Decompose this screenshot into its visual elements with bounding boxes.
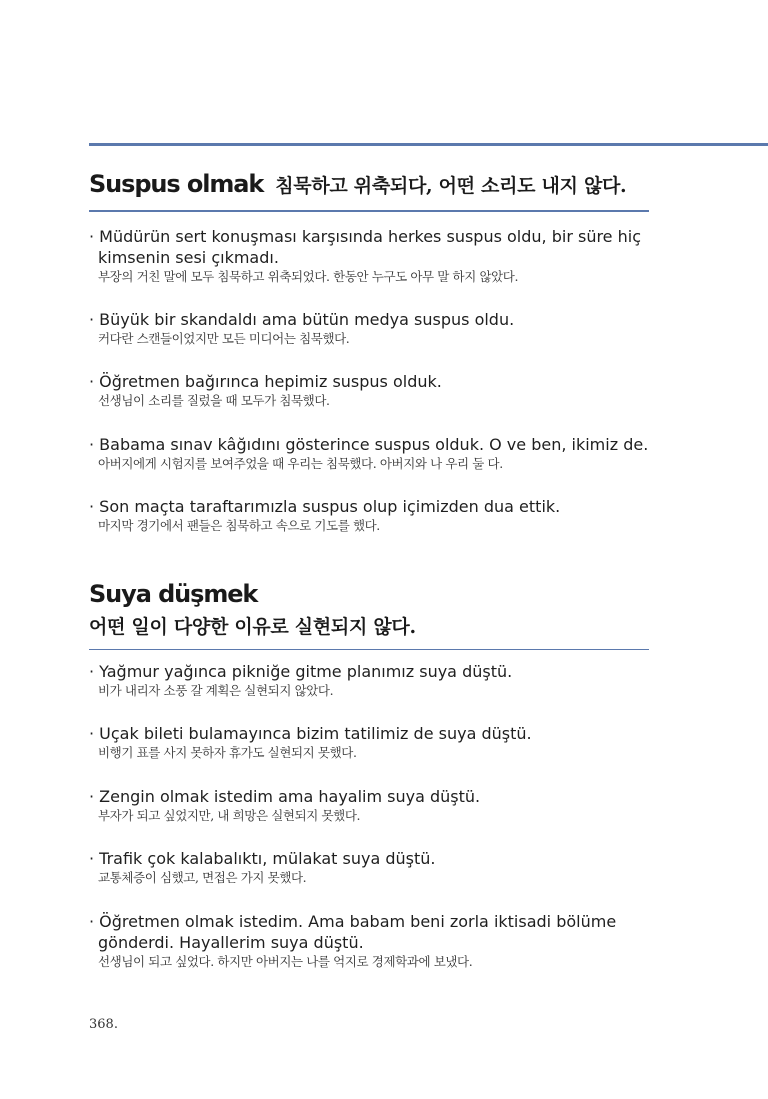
example-turkish: · Öğretmen olmak istedim. Ama babam beni zorla iktisadi bölüme gönderdi. Hayallerim suya düştü. <box>89 912 617 952</box>
example-korean: 커다란 스캔들이었지만 모든 미디어는 침묵했다. <box>98 331 350 346</box>
example-item <box>89 309 649 348</box>
example-item <box>89 911 649 971</box>
entry-term: Suspus olmak <box>89 170 264 198</box>
example-turkish: · Yağmur yağınca pikniğe gitme planımız suya düştü. <box>89 662 513 681</box>
example-item <box>89 434 649 473</box>
example-item <box>89 848 649 887</box>
example-korean: 아버지에게 시험지를 보여주었을 때 우리는 침묵했다. 아버지와 나 우리 둘 다. <box>98 456 503 471</box>
example-korean: 부자가 되고 싶었지만, 내 희망은 실현되지 못했다. <box>98 808 361 823</box>
example-korean: 비행기 표를 사지 못하자 휴가도 실현되지 못했다. <box>98 745 357 760</box>
example-korean: 부장의 거친 말에 모두 침묵하고 위축되었다. 한동안 누구도 아무 말 하지 않았다. <box>98 269 519 284</box>
example-item <box>89 786 649 825</box>
entry-heading-suya-dusmek <box>89 580 649 639</box>
example-korean: 선생님이 소리를 질렀을 때 모두가 침묵했다. <box>98 393 330 408</box>
example-korean: 마지막 경기에서 팬들은 침묵하고 속으로 기도를 했다. <box>98 518 380 533</box>
example-item <box>89 661 649 700</box>
page-number: 368. <box>89 1017 118 1032</box>
example-item <box>89 496 649 535</box>
entry-meaning: 어떤 일이 다양한 이유로 실현되지 않다. <box>89 616 416 638</box>
example-turkish: · Uçak bileti bulamayınca bizim tatilimiz de suya düştü. <box>89 724 532 743</box>
entry-divider <box>89 649 649 650</box>
example-korean: 교통체증이 심했고, 면접은 가지 못했다. <box>98 870 307 885</box>
example-turkish: · Büyük bir skandaldı ama bütün medya suspus oldu. <box>89 310 515 329</box>
entry-divider <box>89 210 649 212</box>
example-turkish: · Öğretmen bağırınca hepimiz suspus olduk. <box>89 372 442 391</box>
entry-meaning: 침묵하고 위축되다, 어떤 소리도 내지 않다. <box>275 175 627 197</box>
example-korean: 선생님이 되고 싶었다. 하지만 아버지는 나를 억지로 경제학과에 보냈다. <box>98 954 473 969</box>
example-turkish: · Müdürün sert konuşması karşısında herkes suspus oldu, bir süre hiç kimsenin sesi çıkmadı. <box>89 227 641 267</box>
top-rule <box>89 143 768 146</box>
example-item <box>89 371 649 410</box>
example-korean: 비가 내리자 소풍 갈 계획은 실현되지 않았다. <box>98 683 334 698</box>
example-turkish: · Son maçta taraftarımızla suspus olup içimizden dua ettik. <box>89 497 561 516</box>
example-turkish: · Trafik çok kalabalıktı, mülakat suya düştü. <box>89 849 436 868</box>
example-item <box>89 723 649 762</box>
entry-heading-suspus-olmak <box>89 170 649 198</box>
entry-term: Suya düşmek <box>89 580 258 608</box>
example-turkish: · Zengin olmak istedim ama hayalim suya düştü. <box>89 787 481 806</box>
example-item <box>89 226 649 286</box>
example-turkish: · Babama sınav kâğıdını gösterince suspus olduk. O ve ben, ikimiz de. <box>89 435 649 454</box>
